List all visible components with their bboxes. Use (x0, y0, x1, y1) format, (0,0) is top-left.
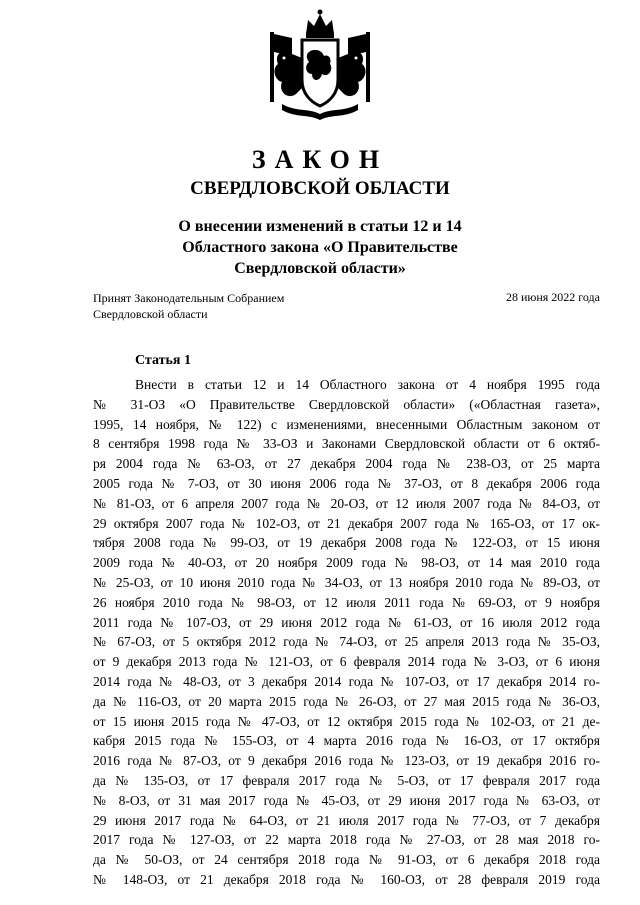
region-title: СВЕРДЛОВСКОЙ ОБЛАСТИ (190, 178, 450, 199)
article-line: № 81-ОЗ, от 6 апреля 2007 года № 20-ОЗ, от 12 июля 2007 года № 84-ОЗ, от (93, 495, 600, 511)
article-line: 8 сентября 1998 года № 33-ОЗ и Законами Свердловской области от 6 октяб- (93, 436, 600, 452)
article-line: да № 116-ОЗ, от 20 марта 2015 года № 26-ОЗ, от 27 мая 2015 года № 36-ОЗ, (93, 693, 600, 709)
article-line: ря 2004 года № 63-ОЗ, от 27 декабря 2004 года № 238-ОЗ, от 25 марта (93, 456, 600, 472)
article-line: 2005 года № 7-ОЗ, от 30 июня 2006 года № 37-ОЗ, от 8 декабря 2006 года (93, 475, 600, 491)
coat-of-arms-emblem (262, 8, 378, 124)
article-line: 29 октября 2007 года № 102-ОЗ, от 21 декабря 2007 года № 165-ОЗ, от 17 ок- (93, 515, 600, 531)
article-line: 2016 года № 87-ОЗ, от 9 декабря 2016 года № 123-ОЗ, от 19 декабря 2016 го- (93, 753, 600, 769)
adoption-line: Принят Законодательным Собранием (93, 291, 285, 305)
article-line: 2009 года № 40-ОЗ, от 20 ноября 2009 года № 98-ОЗ, от 14 мая 2010 года (93, 555, 600, 571)
adoption-date: 28 июня 2022 года (505, 290, 600, 304)
law-subject-title (120, 216, 520, 279)
article-line: № 31-ОЗ «О Правительстве Свердловской области» («Областная газета», (93, 396, 600, 412)
article-heading: Статья 1 (135, 353, 191, 368)
article-line: 2011 года № 107-ОЗ, от 29 июня 2012 года № 61-ОЗ, от 16 июля 2012 года (93, 614, 600, 630)
law-title: ЗАКОН (251, 145, 389, 174)
article-line: Внести в статьи 12 и 14 Областного закона от 4 ноября 1995 года (135, 377, 600, 392)
article-line: от 9 декабря 2013 года № 121-ОЗ, от 6 февраля 2014 года № 3-ОЗ, от 6 июня (93, 654, 600, 670)
subject-line: О внесении изменений в статьи 12 и 14 (178, 218, 462, 235)
subject-line: Областного закона «О Правительстве (182, 239, 458, 256)
article-line: да № 50-ОЗ, от 24 сентября 2018 года № 91-ОЗ, от 6 декабря 2018 года (93, 852, 600, 868)
article-line: № 67-ОЗ, от 5 октября 2012 года № 74-ОЗ, от 25 апреля 2013 года № 35-ОЗ, (93, 634, 600, 650)
subject-line: Свердловской области» (234, 260, 406, 277)
article-line: 2014 года № 48-ОЗ, от 3 декабря 2014 года № 107-ОЗ, от 17 декабря 2014 го- (93, 673, 600, 689)
article-line: 2017 года № 127-ОЗ, от 22 марта 2018 года № 27-ОЗ, от 28 мая 2018 го- (93, 832, 600, 848)
adoption-note (93, 290, 353, 322)
article-line: № 25-ОЗ, от 10 июня 2010 года № 34-ОЗ, от 13 ноября 2010 года № 89-ОЗ, от (93, 574, 600, 590)
article-line: № 8-ОЗ, от 31 мая 2017 года № 45-ОЗ, от 29 июня 2017 года № 63-ОЗ, от (93, 792, 600, 808)
article-line: да № 135-ОЗ, от 17 февраля 2017 года № 5-ОЗ, от 17 февраля 2017 года (93, 772, 600, 788)
adoption-line: Свердловской области (93, 307, 208, 321)
article-line: № 148-ОЗ, от 21 декабря 2018 года № 160-ОЗ, от 28 февраля 2019 года (93, 871, 600, 887)
article-line: 26 ноября 2010 года № 98-ОЗ, от 12 июля 2011 года № 69-ОЗ, от 9 ноября (93, 594, 600, 610)
article-line: 29 июня 2017 года № 64-ОЗ, от 21 июля 2017 года № 77-ОЗ, от 7 декабря (93, 812, 600, 828)
article-body (93, 375, 600, 890)
article-line: 1995, 14 ноября, № 122) с изменениями, внесенными Областным законом от (93, 416, 600, 432)
article-line: кабря 2015 года № 155-ОЗ, от 4 марта 2016 года № 16-ОЗ, от 17 октября (93, 733, 600, 749)
article-line: от 15 июня 2015 года № 47-ОЗ, от 12 октября 2015 года № 102-ОЗ, от 21 де- (93, 713, 600, 729)
article-line: тября 2008 года № 99-ОЗ, от 19 декабря 2008 года № 122-ОЗ, от 15 июня (93, 535, 600, 551)
